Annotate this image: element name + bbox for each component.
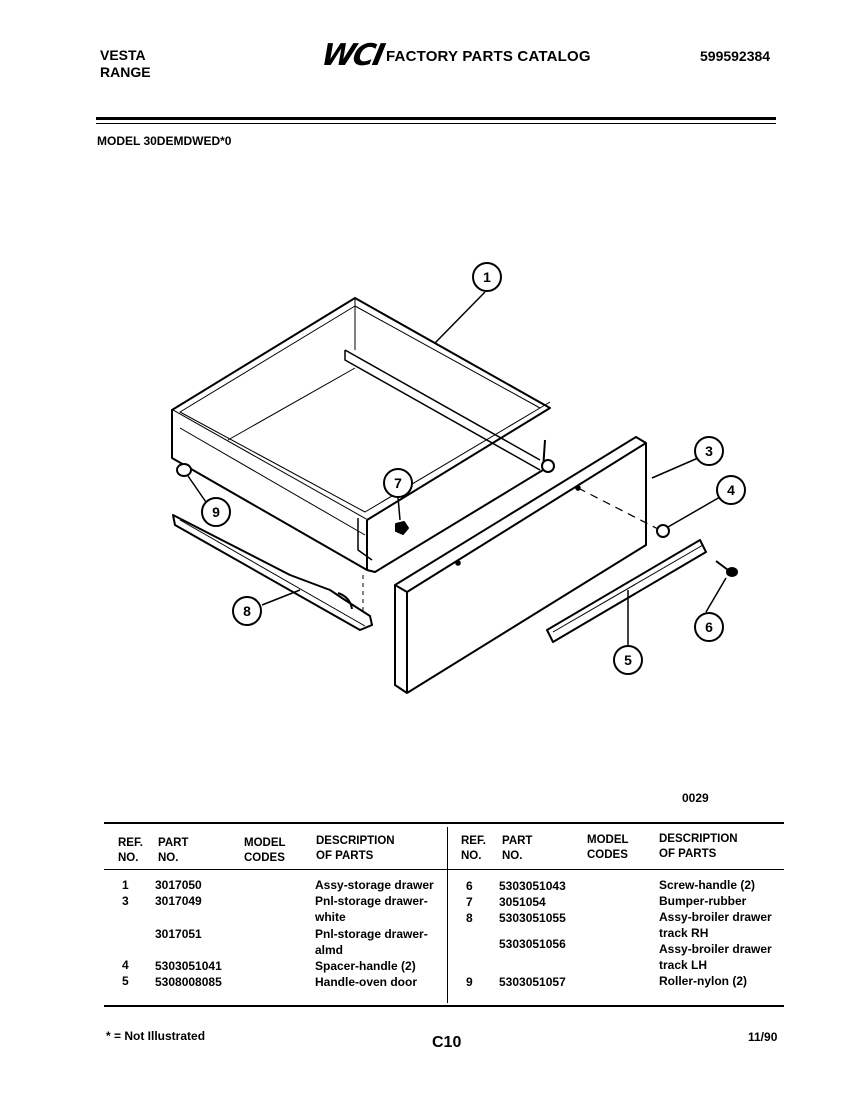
left-desc-column: [315, 877, 434, 990]
header-desc-right: DESCRIPTION OF PARTS: [659, 833, 738, 860]
callout-7: [384, 469, 412, 497]
callout-1: [473, 263, 501, 291]
header-model-left: MODEL CODES: [244, 837, 286, 864]
table-column-divider: [447, 827, 448, 1003]
right-desc-column: [659, 877, 772, 989]
table-cell: 3051054: [499, 895, 546, 909]
roller-left: [177, 464, 191, 476]
table-cell: almd: [315, 943, 344, 957]
svg-text:3: 3: [705, 443, 713, 459]
table-cell: 3017049: [155, 894, 202, 908]
table-cell: track LH: [659, 958, 708, 972]
not-illustrated-note: * = Not Illustrated: [106, 1029, 206, 1043]
table-top-rule: [104, 822, 784, 824]
table-cell: 5303051057: [499, 975, 566, 989]
callout-4: [717, 476, 745, 504]
table-cell: 5303051056: [499, 937, 566, 951]
callout-5: [614, 646, 642, 674]
spacer: [657, 525, 669, 537]
header-part-right: PART NO.: [502, 835, 533, 862]
screw: [727, 568, 737, 576]
table-cell: Pnl-storage drawer-: [315, 894, 428, 908]
svg-text:9: 9: [212, 504, 220, 520]
svg-text:4: 4: [727, 482, 735, 498]
catalog-title: FACTORY PARTS CATALOG: [386, 48, 591, 65]
table-header-rule: [104, 869, 784, 870]
table-cell: 7: [466, 895, 473, 909]
table-cell: 5308008085: [155, 975, 222, 989]
table-cell: Roller-nylon (2): [659, 974, 748, 988]
header-model-right: MODEL CODES: [587, 834, 629, 861]
table-cell: 8: [466, 911, 473, 925]
table-cell: Screw-handle (2): [659, 878, 756, 892]
header-part-left: PART NO.: [158, 837, 189, 864]
table-cell: 5: [122, 974, 129, 988]
table-cell: Pnl-storage drawer-: [315, 927, 428, 941]
table-cell: white: [315, 910, 346, 924]
wci-logo: WCI: [318, 38, 387, 73]
brand-line-2: RANGE: [100, 64, 151, 80]
table-bottom-rule: [104, 1005, 784, 1007]
bumper: [396, 522, 408, 534]
table-cell: 9: [466, 975, 473, 989]
svg-text:1: 1: [483, 269, 491, 285]
table-cell: track RH: [659, 926, 709, 940]
table-cell: 4: [122, 958, 129, 972]
left-part-column: [155, 877, 222, 990]
table-cell: Assy-storage drawer: [315, 878, 434, 892]
table-cell: 5303051041: [155, 959, 222, 973]
table-cell: 3017051: [155, 927, 202, 941]
table-cell: 6: [466, 879, 473, 893]
right-part-column: [499, 878, 566, 990]
table-cell: 3017050: [155, 878, 202, 892]
table-cell: Bumper-rubber: [659, 894, 747, 908]
table-cell: Assy-broiler drawer: [659, 942, 772, 956]
header-ref-left: REF. NO.: [118, 837, 143, 864]
svg-text:6: 6: [705, 619, 713, 635]
page-code: C10: [432, 1034, 462, 1051]
model-label: MODEL 30DEMDWED*0: [97, 134, 232, 148]
figure-code: 0029: [682, 791, 709, 805]
left-ref-column: [122, 877, 129, 989]
table-cell: 5303051055: [499, 911, 566, 925]
svg-text:7: 7: [394, 475, 402, 491]
right-ref-column: [466, 878, 473, 990]
svg-text:8: 8: [243, 603, 251, 619]
table-cell: 1: [122, 878, 129, 892]
table-cell: Assy-broiler drawer: [659, 910, 772, 924]
catalog-number: 599592384: [700, 48, 771, 64]
revision-date: 11/90: [748, 1030, 778, 1044]
header-ref-right: REF. NO.: [461, 835, 486, 862]
table-cell: 5303051043: [499, 879, 566, 893]
callout-8: [233, 597, 261, 625]
brand-line-1: VESTA: [100, 47, 146, 63]
roller-right: [542, 460, 554, 472]
table-cell: Handle-oven door: [315, 975, 418, 989]
table-cell: 3: [122, 894, 129, 908]
callout-3: [695, 437, 723, 465]
callout-9: [202, 498, 230, 526]
svg-text:5: 5: [624, 652, 632, 668]
table-cell: Spacer-handle (2): [315, 959, 416, 973]
header-desc-left: DESCRIPTION OF PARTS: [316, 835, 395, 862]
callout-6: [695, 613, 723, 641]
